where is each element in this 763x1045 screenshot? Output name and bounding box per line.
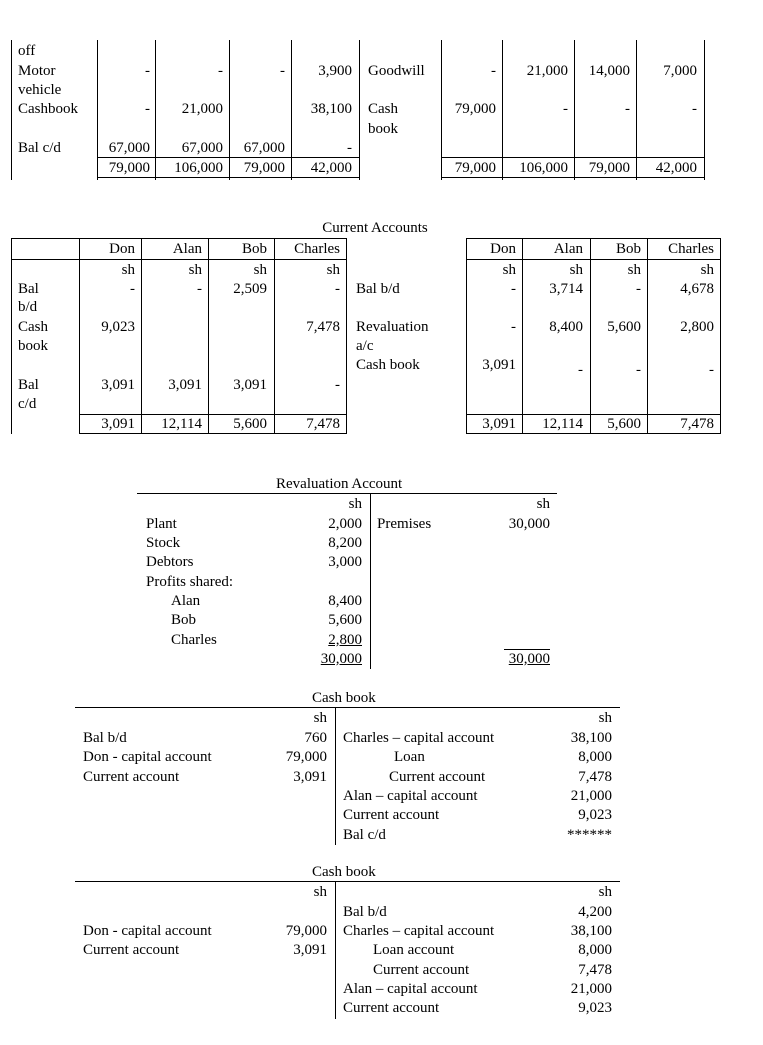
entry-label: Bal c/d [343, 827, 386, 843]
rule [466, 238, 467, 434]
entry-amount: 7,478 [578, 769, 612, 785]
section-title: Revaluation Account [276, 476, 403, 492]
total-cell: 7,478 [680, 416, 714, 432]
entry-label: Premises [377, 516, 432, 532]
rule [335, 881, 336, 1019]
entry-label: Stock [146, 535, 181, 551]
column-header: Charles [294, 241, 340, 257]
column-header: Don [490, 241, 516, 257]
unit-label: sh [253, 262, 267, 278]
row-label: Bal [18, 281, 39, 297]
rule [370, 493, 371, 669]
entry-label: Bal b/d [83, 730, 127, 746]
row-label: Cash [18, 319, 48, 335]
cell: - [511, 319, 516, 335]
entry-amount: 21,000 [570, 981, 612, 997]
cell: 67,000 [181, 140, 223, 156]
total-cell: 106,000 [519, 160, 568, 176]
unit-label: sh [569, 262, 583, 278]
rule [208, 238, 209, 434]
row-label: Bal [18, 377, 39, 393]
cell: - [625, 101, 630, 117]
rule [502, 40, 503, 180]
entry-label: Bob [171, 612, 197, 628]
section-title: Cash book [312, 690, 376, 706]
total-cell: 5,600 [607, 416, 641, 432]
unit-label: sh [536, 496, 550, 512]
row-label: b/d [18, 299, 38, 315]
rule [441, 177, 705, 178]
entry-label: Plant [146, 516, 177, 532]
cell: - [130, 281, 135, 297]
entry-amount: 7,478 [578, 962, 612, 978]
entry-label: Alan [171, 593, 201, 609]
row-label: Bal b/d [356, 281, 400, 297]
cell: 21,000 [526, 63, 568, 79]
entry-amount: 30,000 [508, 516, 550, 532]
section-title: Cash book [312, 864, 376, 880]
cell: - [636, 281, 641, 297]
cell: - [491, 63, 496, 79]
cell: 67,000 [108, 140, 150, 156]
cell: 7,478 [306, 319, 340, 335]
cell: 3,091 [233, 377, 267, 393]
cell: - [709, 362, 714, 378]
cell: - [692, 101, 697, 117]
row-label: Cash [368, 101, 398, 117]
cell: 21,000 [181, 101, 223, 117]
row-label: Cashbook [18, 101, 78, 117]
row-label: off [18, 43, 36, 59]
cell: 9,023 [101, 319, 135, 335]
cell: - [218, 63, 223, 79]
row-label: c/d [18, 396, 37, 412]
row-label: Bal c/d [18, 140, 61, 156]
column-header: Bob [615, 241, 641, 257]
entry-label: Bal b/d [343, 904, 387, 920]
entry-label: Current account [83, 769, 180, 785]
cell: 3,091 [101, 377, 135, 393]
rule [11, 40, 12, 180]
cell: - [145, 101, 150, 117]
entry-amount: 3,000 [328, 554, 362, 570]
entry-amount: 3,091 [293, 942, 327, 958]
rule [466, 414, 720, 415]
rule [647, 238, 648, 434]
entry-label: Don - capital account [83, 749, 212, 765]
total-cell: 12,114 [161, 416, 202, 432]
total-amount: 30,000 [320, 651, 362, 667]
rule [97, 40, 98, 180]
total-cell: 79,000 [243, 160, 285, 176]
row-label: Goodwill [368, 63, 425, 79]
cell: 3,714 [549, 281, 583, 297]
rule [79, 238, 80, 434]
cell: - [347, 140, 352, 156]
row-label: Revaluation [356, 319, 429, 335]
entry-label: Current account [83, 942, 180, 958]
column-header: Alan [172, 241, 202, 257]
rule [441, 157, 705, 158]
entry-label: Loan account [373, 942, 455, 958]
cell: 38,100 [310, 101, 352, 117]
rule [97, 157, 360, 158]
column-header: Don [109, 241, 135, 257]
rule [229, 40, 230, 180]
total-cell: 79,000 [588, 160, 630, 176]
rule [346, 238, 347, 434]
unit-label: sh [313, 710, 327, 726]
row-label: book [368, 121, 398, 137]
rule [335, 707, 336, 845]
rule [79, 433, 347, 434]
rule [522, 238, 523, 434]
unit-label: sh [502, 262, 516, 278]
entry-amount: 38,100 [570, 923, 612, 939]
entry-label: Charles – capital account [343, 730, 495, 746]
cell: - [280, 63, 285, 79]
entry-amount: 8,000 [578, 942, 612, 958]
column-header: Charles [668, 241, 714, 257]
total-cell: 42,000 [655, 160, 697, 176]
column-header: Bob [241, 241, 267, 257]
rule [75, 881, 620, 882]
unit-label: sh [188, 262, 202, 278]
total-cell: 3,091 [101, 416, 135, 432]
rule [574, 40, 575, 180]
cell: 3,900 [318, 63, 352, 79]
cell: - [335, 281, 340, 297]
entry-amount: 2,000 [328, 516, 362, 532]
cell: - [335, 377, 340, 393]
entry-amount: 8,200 [328, 535, 362, 551]
cell: 79,000 [454, 101, 496, 117]
entry-amount: 9,023 [578, 807, 612, 823]
cell: - [578, 362, 583, 378]
entry-amount: 760 [304, 730, 327, 746]
cell: 8,400 [549, 319, 583, 335]
entry-label: Current account [343, 1000, 440, 1016]
entry-amount: 38,100 [570, 730, 612, 746]
total-cell: 3,091 [482, 416, 516, 432]
row-label: Motor [18, 63, 56, 79]
cell: 7,000 [663, 63, 697, 79]
rule [137, 493, 557, 494]
cell: - [197, 281, 202, 297]
cell: 2,800 [680, 319, 714, 335]
total-cell: 12,114 [542, 416, 583, 432]
rule [274, 238, 275, 434]
cell: 3,091 [168, 377, 202, 393]
rule [291, 40, 292, 180]
rule [704, 40, 705, 180]
cell: - [145, 63, 150, 79]
rule [466, 433, 720, 434]
rule [441, 40, 442, 180]
section-title: Current Accounts [322, 220, 428, 236]
cell: 5,600 [607, 319, 641, 335]
entry-amount: 9,023 [578, 1000, 612, 1016]
rule [720, 238, 721, 434]
entry-label: Charles – capital account [343, 923, 495, 939]
cell: 4,678 [680, 281, 714, 297]
entry-amount: 79,000 [285, 749, 327, 765]
rule [155, 40, 156, 180]
row-label: a/c [356, 338, 374, 354]
total-cell: 79,000 [454, 160, 496, 176]
unit-label: sh [598, 710, 612, 726]
entry-label: Charles [171, 632, 217, 648]
total-cell: 7,478 [306, 416, 340, 432]
entry-amount: 8,000 [578, 749, 612, 765]
total-cell: 5,600 [233, 416, 267, 432]
cell: 3,091 [482, 357, 516, 373]
unit-label: sh [313, 884, 327, 900]
rule [97, 177, 360, 178]
entry-amount: 3,091 [293, 769, 327, 785]
rule [590, 238, 591, 434]
entry-label: Alan – capital account [343, 788, 478, 804]
rule [75, 707, 620, 708]
cell: 67,000 [243, 140, 285, 156]
unit-label: sh [121, 262, 135, 278]
row-label: vehicle [18, 82, 62, 98]
entry-amount: 79,000 [285, 923, 327, 939]
rule [11, 238, 347, 239]
entry-amount: 4,200 [578, 904, 612, 920]
total-amount: 30,000 [508, 651, 550, 667]
rule [141, 238, 142, 434]
rule [79, 414, 347, 415]
cell: - [563, 101, 568, 117]
row-label: Cash book [356, 357, 420, 373]
entry-label: Profits shared: [146, 574, 234, 590]
total-cell: 79,000 [108, 160, 150, 176]
cell: - [511, 281, 516, 297]
entry-label: Loan [394, 749, 425, 765]
total-cell: 106,000 [174, 160, 223, 176]
entry-amount: ****** [567, 827, 612, 843]
unit-label: sh [326, 262, 340, 278]
rule [11, 259, 347, 260]
entry-amount: 2,800 [328, 632, 362, 648]
rule [466, 238, 720, 239]
unit-label: sh [700, 262, 714, 278]
unit-label: sh [348, 496, 362, 512]
unit-label: sh [627, 262, 641, 278]
rule [636, 40, 637, 180]
rule [359, 40, 360, 180]
entry-label: Alan – capital account [343, 981, 478, 997]
entry-label: Don - capital account [83, 923, 212, 939]
cell: - [636, 362, 641, 378]
entry-label: Current account [389, 769, 486, 785]
rule [466, 259, 720, 260]
cell: 14,000 [588, 63, 630, 79]
entry-amount: 5,600 [328, 612, 362, 628]
entry-amount: 21,000 [570, 788, 612, 804]
entry-label: Current account [373, 962, 470, 978]
unit-label: sh [598, 884, 612, 900]
total-cell: 42,000 [310, 160, 352, 176]
entry-amount: 8,400 [328, 593, 362, 609]
column-header: Alan [553, 241, 583, 257]
entry-label: Debtors [146, 554, 194, 570]
rule [11, 238, 12, 434]
entry-label: Current account [343, 807, 440, 823]
row-label: book [18, 338, 48, 354]
cell: 2,509 [233, 281, 267, 297]
